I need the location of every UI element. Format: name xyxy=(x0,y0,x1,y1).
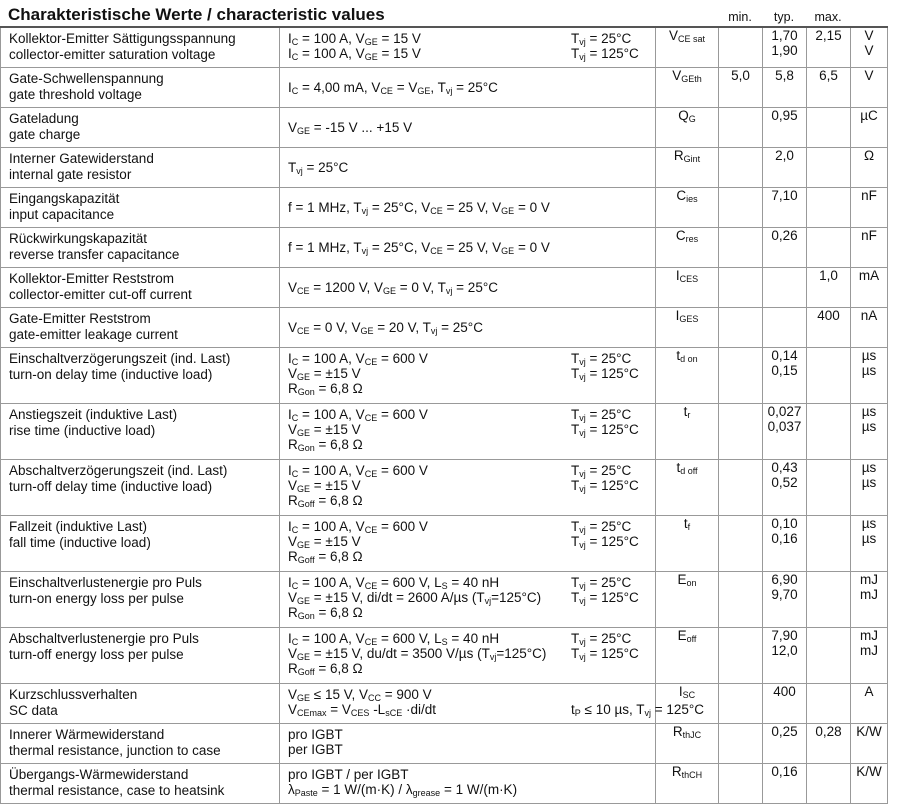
value-max-cell xyxy=(807,628,851,684)
value-typ-cell xyxy=(763,308,807,348)
unit-cell xyxy=(851,228,888,268)
parameter-name-cell xyxy=(1,404,280,460)
value-max-cell xyxy=(807,764,851,804)
unit-cell xyxy=(851,628,888,684)
value-min-cell xyxy=(719,516,763,572)
table-row xyxy=(1,628,888,684)
parameter-name-cell xyxy=(1,68,280,108)
condition-line: $V_{GE} = \pm 15$ V xyxy=(288,366,361,382)
temperature-line: $T_{vj} = 125^\circ C$ xyxy=(571,422,639,438)
value-typ-cell xyxy=(763,516,807,572)
parameter-name-cell xyxy=(1,348,280,404)
symbol-cell: $t_f$ xyxy=(656,516,719,572)
value-typ: 0,25 xyxy=(771,724,798,739)
value-min-cell xyxy=(719,684,763,724)
symbol-cell: $C_{res}$ xyxy=(656,228,719,268)
temperature-line: $T_{vj} = 25^\circ C$ xyxy=(571,575,632,591)
unit-value: mA xyxy=(858,268,880,283)
value-typ-cell xyxy=(763,764,807,804)
unit-value: µs xyxy=(861,404,877,419)
table-row xyxy=(1,108,888,148)
table-row xyxy=(1,348,888,404)
value-max-cell xyxy=(807,348,851,404)
unit-value: mJ xyxy=(860,587,878,602)
value-typ: 2,0 xyxy=(775,148,794,163)
temperature-line: $T_{vj} = 125^\circ C$ xyxy=(571,534,639,550)
symbol-cell: $R_{thJC}$ xyxy=(656,724,719,764)
col-min-header: min. xyxy=(728,10,752,24)
unit-cell xyxy=(851,268,888,308)
parameter-name-cell xyxy=(1,108,280,148)
parameter-name-en: turn-on delay time (inductive load) xyxy=(9,367,213,382)
symbol-cell: $t_r$ xyxy=(656,404,719,460)
value-max-cell xyxy=(807,27,851,68)
temperature-line: $T_{vj} = 125^\circ C$ xyxy=(571,590,639,606)
unit-value: µs xyxy=(861,460,877,475)
parameter-name-en: rise time (inductive load) xyxy=(9,423,156,438)
condition-line: $V_{CEmax} = V_{CES}$ $-L_{sCE} \cdot di/dt$ xyxy=(288,702,436,718)
value-typ: 1,70 xyxy=(771,28,798,43)
condition-line: $I_C = 100$ A, $V_{CE} = 600$ V xyxy=(288,519,428,535)
condition-line: $I_C = 4,00$ mA, $V_{CE} = V_{GE}$, $T_{vj} = 25^\circ C$ xyxy=(288,80,498,96)
conditions-cell xyxy=(280,148,656,188)
value-max-cell xyxy=(807,572,851,628)
conditions-cell xyxy=(280,460,656,516)
value-typ-cell xyxy=(763,148,807,188)
parameter-name-de: Einschaltverlustenergie pro Puls xyxy=(9,575,202,590)
condition-line: $\lambda_{Paste} = 1$ $W/(m\cdot K) / \lambda_{grease} = 1$ W/(m·K) xyxy=(288,782,518,798)
parameter-name-de: Rückwirkungskapazität xyxy=(9,231,148,246)
condition-line: $I_C = 100$ A, $V_{CE} = 600$ V xyxy=(288,351,428,367)
condition-line: $V_{CE} = 1200$ V, $V_{GE} = 0$ V, $T_{vj} = 25^\circ C$ xyxy=(288,280,498,296)
condition-line: $V_{GE} = \pm 15$ V, di/dt = 2600 A/µs $(T_{vj}=125^\circ C)$ xyxy=(288,590,542,606)
value-typ: 0,14 xyxy=(771,348,798,363)
parameter-name-en: fall time (inductive load) xyxy=(9,535,151,550)
value-typ: 12,0 xyxy=(771,643,798,658)
symbol-cell: $I_{CES}$ xyxy=(656,268,719,308)
temperature-line: $T_{vj} = 125^\circ C$ xyxy=(571,478,639,494)
value-min-cell xyxy=(719,268,763,308)
value-typ-cell xyxy=(763,268,807,308)
table-row xyxy=(1,148,888,188)
value-min-cell xyxy=(719,27,763,68)
condition-line: $V_{GE} = \pm 15$ V xyxy=(288,478,361,494)
value-max-cell xyxy=(807,188,851,228)
unit-cell xyxy=(851,68,888,108)
parameter-name-en: collector-emitter saturation voltage xyxy=(9,47,216,62)
parameter-name-de: Abschaltverzögerungszeit (ind. Last) xyxy=(9,463,228,478)
value-typ: 6,90 xyxy=(771,572,798,587)
condition-line: f = 1 MHz, $T_{vj} = 25^\circ C$, $V_{CE} = 25$ V, $V_{GE} = 0$ V xyxy=(288,200,550,216)
parameter-name-de: Kurzschlussverhalten xyxy=(9,687,138,702)
parameter-name-cell xyxy=(1,148,280,188)
parameter-name-en: turn-off delay time (inductive load) xyxy=(9,479,213,494)
value-typ: 0,027 xyxy=(767,404,802,419)
condition-line: $V_{CE} = 0$ V, $V_{GE} = 20$ V, $T_{vj} = 25^\circ C$ xyxy=(288,320,483,336)
table-row xyxy=(1,268,888,308)
parameter-name-en: turn-on energy loss per pulse xyxy=(9,591,184,606)
temperature-line: $T_{vj} = 25^\circ C$ xyxy=(571,351,632,367)
conditions-cell xyxy=(280,516,656,572)
value-min-cell xyxy=(719,68,763,108)
parameter-name-de: Gate-Emitter Reststrom xyxy=(9,311,151,326)
condition-line: $R_{Gon} = 6,8$ Ω xyxy=(288,381,363,397)
unit-value: mJ xyxy=(860,643,878,658)
value-typ-cell xyxy=(763,27,807,68)
conditions-cell xyxy=(280,764,656,804)
value-typ: 1,90 xyxy=(771,43,798,58)
unit-cell xyxy=(851,308,888,348)
value-typ: 7,90 xyxy=(771,628,798,643)
col-typ-header: typ. xyxy=(773,10,795,24)
unit-cell xyxy=(851,724,888,764)
parameter-name-cell xyxy=(1,764,280,804)
value-min-cell xyxy=(719,460,763,516)
condition-line: $I_C = 100$ A, $V_{GE} = 15$ V xyxy=(288,46,421,62)
table-row xyxy=(1,764,888,804)
parameter-name-de: Kollektor-Emitter Reststrom xyxy=(9,271,175,286)
condition-line: $R_{Goff} = 6,8$ Ω xyxy=(288,493,363,509)
unit-value: µs xyxy=(861,475,877,490)
value-typ: 0,10 xyxy=(771,516,798,531)
value-min-cell xyxy=(719,348,763,404)
condition-line: $I_C = 100$ A, $V_{CE} = 600$ V, $L_S = 40$ nH xyxy=(288,575,500,591)
unit-value: nA xyxy=(860,308,878,323)
value-typ-cell xyxy=(763,228,807,268)
table-row xyxy=(1,27,888,68)
value-spacer xyxy=(807,43,850,58)
parameter-name-cell xyxy=(1,27,280,68)
parameter-name-en: turn-off energy loss per pulse xyxy=(9,647,184,662)
unit-cell xyxy=(851,516,888,572)
parameter-name-cell xyxy=(1,268,280,308)
unit-cell xyxy=(851,404,888,460)
value-max: 2,15 xyxy=(815,28,842,43)
value-max: 400 xyxy=(817,308,840,323)
unit-cell xyxy=(851,572,888,628)
temperature-line: $T_{vj} = 25^\circ C$ xyxy=(571,463,632,479)
temperature-line: $T_{vj} = 125^\circ C$ xyxy=(571,46,639,62)
conditions-cell xyxy=(280,268,656,308)
table-row xyxy=(1,572,888,628)
condition-line: $R_{Gon} = 6,8$ Ω xyxy=(288,437,363,453)
unit-value: nF xyxy=(861,228,877,243)
parameter-name-de: Übergangs-Wärmewiderstand xyxy=(9,767,189,782)
parameter-name-cell xyxy=(1,572,280,628)
condition-line: per IGBT xyxy=(288,742,343,757)
condition-line: $V_{GE} = -15$ V ... +15 V xyxy=(288,120,413,136)
condition-line: $I_C = 100$ A, $V_{GE} = 15$ V xyxy=(288,31,421,47)
unit-value: V xyxy=(864,28,874,43)
unit-value: V xyxy=(864,68,874,83)
unit-value: µs xyxy=(861,363,877,378)
condition-line: pro IGBT / per IGBT xyxy=(288,767,409,782)
parameter-name-de: Abschaltverlustenergie pro Puls xyxy=(9,631,199,646)
condition-line: $I_C = 100$ A, $V_{CE} = 600$ V, $L_S = 40$ nH xyxy=(288,631,500,647)
parameter-name-cell xyxy=(1,684,280,724)
unit-cell xyxy=(851,148,888,188)
value-max-cell xyxy=(807,268,851,308)
conditions-cell xyxy=(280,228,656,268)
conditions-cell xyxy=(280,348,656,404)
unit-value: Ω xyxy=(863,148,875,163)
condition-line: $V_{GE} \le 15$ V, $V_{CC} = 900$ V xyxy=(288,687,432,703)
table-row xyxy=(1,724,888,764)
temperature-line: $t_P \le 10$ µs, $T_{vj} = 125^\circ C$ xyxy=(571,702,705,718)
condition-line: $R_{Goff} = 6,8$ Ω xyxy=(288,661,363,677)
parameter-name-en: gate charge xyxy=(9,127,81,142)
temperature-line: $T_{vj} = 25^\circ C$ xyxy=(571,407,632,423)
value-typ-cell xyxy=(763,108,807,148)
unit-value: µs xyxy=(861,531,877,546)
value-max: 1,0 xyxy=(819,268,838,283)
parameter-name-cell xyxy=(1,188,280,228)
unit-value: µC xyxy=(860,108,878,123)
value-typ-cell xyxy=(763,404,807,460)
symbol-cell: $t_{d on}$ xyxy=(656,348,719,404)
unit-cell xyxy=(851,764,888,804)
parameter-name-en: reverse transfer capacitance xyxy=(9,247,180,262)
value-typ: 0,52 xyxy=(771,475,798,490)
unit-value: µs xyxy=(861,516,877,531)
value-typ: 400 xyxy=(773,684,796,699)
value-min-cell xyxy=(719,308,763,348)
value-max-cell xyxy=(807,460,851,516)
page-title: Charakteristische Werte / characteristic values xyxy=(8,5,385,24)
unit-cell xyxy=(851,27,888,68)
symbol-cell: $R_{thCH}$ xyxy=(656,764,719,804)
value-min-cell xyxy=(719,148,763,188)
parameter-name-de: Gate-Schwellenspannung xyxy=(9,71,164,86)
value-min-cell xyxy=(719,188,763,228)
value-typ: 0,43 xyxy=(771,460,798,475)
parameter-name-en: thermal resistance, junction to case xyxy=(9,743,221,758)
parameter-name-en: internal gate resistor xyxy=(9,167,132,182)
unit-cell xyxy=(851,188,888,228)
value-typ: 0,95 xyxy=(771,108,798,123)
value-typ: 0,15 xyxy=(771,363,798,378)
condition-line: $V_{GE} = \pm 15$ V xyxy=(288,422,361,438)
table-row xyxy=(1,228,888,268)
unit-value: nF xyxy=(861,188,877,203)
symbol-cell: $V_{CE sat}$ xyxy=(656,27,719,68)
parameter-name-cell xyxy=(1,628,280,684)
value-max: 0,28 xyxy=(815,724,842,739)
col-max-header: max. xyxy=(814,10,842,24)
unit-value: mJ xyxy=(860,628,878,643)
value-max-cell xyxy=(807,308,851,348)
parameter-name-de: Kollektor-Emitter Sättigungsspannung xyxy=(9,31,236,46)
value-typ: 0,26 xyxy=(771,228,798,243)
conditions-cell xyxy=(280,572,656,628)
symbol-cell: $I_{SC}$ xyxy=(656,684,719,724)
conditions-cell xyxy=(280,404,656,460)
value-min-cell xyxy=(719,228,763,268)
value-typ: 5,8 xyxy=(775,68,794,83)
value-typ-cell xyxy=(763,348,807,404)
conditions-cell xyxy=(280,68,656,108)
parameter-name-de: Fallzeit (induktive Last) xyxy=(9,519,148,534)
value-typ-cell xyxy=(763,628,807,684)
value-max-cell xyxy=(807,228,851,268)
value-max-cell xyxy=(807,68,851,108)
parameter-name-de: Anstiegszeit (induktive Last) xyxy=(9,407,178,422)
value-min-cell xyxy=(719,572,763,628)
value-min-cell xyxy=(719,628,763,684)
symbol-cell: $E_{off}$ xyxy=(656,628,719,684)
unit-cell xyxy=(851,684,888,724)
temperature-line: $T_{vj} = 25^\circ C$ xyxy=(571,31,632,47)
condition-line: $V_{GE} = \pm 15$ V, du/dt = 3500 V/µs $(T_{vj}=125^\circ C)$ xyxy=(288,646,547,662)
parameter-name-en: thermal resistance, case to heatsink xyxy=(9,783,225,798)
unit-value: K/W xyxy=(856,724,882,739)
parameter-name-de: Gateladung xyxy=(9,111,79,126)
condition-line: $T_{vj} = 25^\circ C$ xyxy=(288,160,349,176)
parameter-name-cell xyxy=(1,460,280,516)
value-max-cell xyxy=(807,108,851,148)
value-min-cell xyxy=(719,108,763,148)
value-max-cell xyxy=(807,148,851,188)
table-row xyxy=(1,684,888,724)
symbol-cell: $C_{ies}$ xyxy=(656,188,719,228)
value-min-cell xyxy=(719,764,763,804)
table-row xyxy=(1,516,888,572)
value-max-cell xyxy=(807,404,851,460)
condition-line: pro IGBT xyxy=(288,727,343,742)
unit-value: A xyxy=(864,684,874,699)
conditions-cell xyxy=(280,27,656,68)
symbol-cell: $I_{GES}$ xyxy=(656,308,719,348)
value-typ-cell xyxy=(763,68,807,108)
parameter-name-cell xyxy=(1,308,280,348)
symbol-cell: $E_{on}$ xyxy=(656,572,719,628)
parameter-name-en: collector-emitter cut-off current xyxy=(9,287,192,302)
symbol-cell: $V_{GEth}$ xyxy=(656,68,719,108)
conditions-cell xyxy=(280,308,656,348)
condition-line: $I_C = 100$ A, $V_{CE} = 600$ V xyxy=(288,407,428,423)
parameter-name-en: gate-emitter leakage current xyxy=(9,327,178,342)
table-row xyxy=(1,188,888,228)
condition-line: $I_C = 100$ A, $V_{CE} = 600$ V xyxy=(288,463,428,479)
unit-value: K/W xyxy=(856,764,882,779)
parameter-name-cell xyxy=(1,228,280,268)
value-typ: 9,70 xyxy=(771,587,798,602)
conditions-cell xyxy=(280,724,656,764)
unit-value: µs xyxy=(861,419,877,434)
parameter-name-en: gate threshold voltage xyxy=(9,87,142,102)
temperature-line: $T_{vj} = 125^\circ C$ xyxy=(571,366,639,382)
value-max: 6,5 xyxy=(819,68,838,83)
table-row xyxy=(1,68,888,108)
table-row xyxy=(1,460,888,516)
value-min: 5,0 xyxy=(731,68,750,83)
unit-cell xyxy=(851,108,888,148)
value-typ: 0,16 xyxy=(771,764,798,779)
parameter-name-de: Eingangskapazität xyxy=(9,191,120,206)
value-typ-cell xyxy=(763,460,807,516)
temperature-line: $T_{vj} = 125^\circ C$ xyxy=(571,646,639,662)
value-max-cell xyxy=(807,724,851,764)
parameter-name-cell xyxy=(1,724,280,764)
conditions-cell xyxy=(280,628,656,684)
parameter-name-cell xyxy=(1,516,280,572)
parameter-name-en: SC data xyxy=(9,703,58,718)
unit-value: mJ xyxy=(860,572,878,587)
unit-cell xyxy=(851,348,888,404)
value-typ-cell xyxy=(763,684,807,724)
value-max-cell xyxy=(807,684,851,724)
conditions-cell xyxy=(280,108,656,148)
table-row xyxy=(1,308,888,348)
table-row xyxy=(1,404,888,460)
unit-cell xyxy=(851,460,888,516)
symbol-cell: $t_{d off}$ xyxy=(656,460,719,516)
parameter-name-de: Innerer Wärmewiderstand xyxy=(9,727,165,742)
condition-line: $R_{Gon} = 6,8$ Ω xyxy=(288,605,363,621)
value-typ: 0,037 xyxy=(767,419,802,434)
parameter-name-de: Einschaltverzögerungszeit (ind. Last) xyxy=(9,351,231,366)
value-max-cell xyxy=(807,516,851,572)
value-typ-cell xyxy=(763,572,807,628)
unit-value: µs xyxy=(861,348,877,363)
value-typ: 7,10 xyxy=(771,188,798,203)
value-typ: 0,16 xyxy=(771,531,798,546)
condition-line: f = 1 MHz, $T_{vj} = 25^\circ C$, $V_{CE} = 25$ V, $V_{GE} = 0$ V xyxy=(288,240,550,256)
symbol-cell: $R_{Gint}$ xyxy=(656,148,719,188)
unit-value: V xyxy=(864,43,874,58)
table-header xyxy=(0,0,900,26)
value-min-cell xyxy=(719,404,763,460)
parameter-name-en: input capacitance xyxy=(9,207,115,222)
value-typ-cell xyxy=(763,724,807,764)
condition-line: $V_{GE} = \pm 15$ V xyxy=(288,534,361,550)
characteristic-values-table xyxy=(0,26,888,804)
temperature-line: $T_{vj} = 25^\circ C$ xyxy=(571,519,632,535)
condition-line: $R_{Goff} = 6,8$ Ω xyxy=(288,549,363,565)
parameter-name-de: Interner Gatewiderstand xyxy=(9,151,154,166)
symbol-cell: $Q_G$ xyxy=(656,108,719,148)
temperature-line: $T_{vj} = 25^\circ C$ xyxy=(571,631,632,647)
conditions-cell xyxy=(280,188,656,228)
value-typ-cell xyxy=(763,188,807,228)
value-min-cell xyxy=(719,724,763,764)
